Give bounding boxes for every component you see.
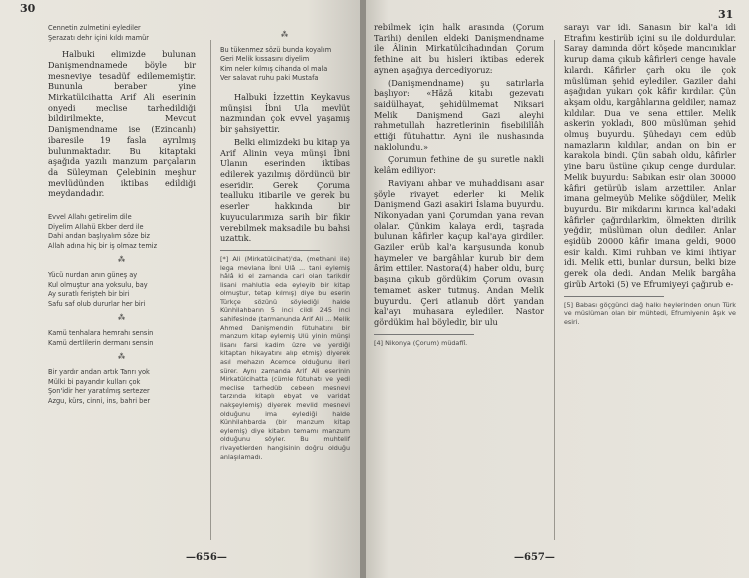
footnote-rule bbox=[220, 250, 320, 251]
footnote-rule bbox=[374, 334, 474, 335]
page-number-right: 31 bbox=[718, 8, 734, 21]
body-paragraph: sarayı var idi. Sanasın bir kal'a idi Etrafını kestirüb içini su ile doldurdular. Saray damında dört köşede mancınıklar kurup dama çıkub kâfirleri cenge havale kılardı. Kâfirler çarh oku ile çok müslüman şehid eylediler. Gaziler dahi aşağıdan yukarı çok kâfir kırdılar. Çün akşam oldu, kargâhlarına geldiler, namaz kıldılar. Dua ve sena ettiler. Melik askerin yokladı, 800 müslüman şehid olmuş buyurdu. Şühedayı cem edüb namazların kıldılar, andan on bin er karakola bindi. Çün sabah oldu, kâfirler yine baru üstüne çıkup cenge durdular. Melik buyurdu: Sabıkan esir olan 30000 kâfiri getürüb islam arzettiler. Anlar imana gelmeyüb Melike söğdüler, Melik buyurdu. Bir mikdarını kırınca kal'adaki kâfirler çağırdılarkim, ölmekten dirilik yeğdir, müslüman olun dediler. Anlar eşidüb 20000 kâfir imana geldi, 9000 esir kaldı. Kimi ruhban ve kimi ihtiyar idi. Melik etti, bunlar dursun, belki bize gerek ola dedi. Andan Melik bargâha girüb Artoki (5) ve Efrumiyeyi çağırub e- bbox=[564, 22, 736, 289]
body-paragraph: Raviyanı ahbar ve muhaddisanı asar şöyle rivayet ederler ki Melik Danişmend Gazi asakiri İslama buyurdu. Nikonyadan yani Çorumdan yana revan olalar. Çünkim kalaya erdi, taşrada bulunan kâfirler kaçup kal'aya girdiler. Gaziler erüb kal'a karşusunda konub haymeler ve bargâhlar kurub bir dem ârim ettiler. Nastora(4) haber oldu, burç başına çıkub gördükim Çorum ovasın temamet asker tutmuş. Andan Melik buyurdu. Çeri atlanub dört yandan kal'ayı muhasara eylediler. Nastor gördükim hal böyledir, bir ulu bbox=[374, 177, 544, 327]
stanza-separator: ⁂ bbox=[118, 256, 126, 265]
stanza-separator: ⁂ bbox=[118, 314, 126, 323]
poem-stanza-2: Yücü nurdan anın güneş ay Kul olmuştur ana yoksulu, bay Ay suratlı ferişteh bir biri Safu saf olub dururlar her biri bbox=[48, 271, 148, 308]
footnote: [4] Nikonya (Çorum) müdafiî. bbox=[374, 338, 468, 347]
left-page-column-2 bbox=[220, 30, 350, 461]
stanza-separator: ⁂ bbox=[118, 353, 126, 362]
body-paragraph: Çorumun fethine de şu suretle nakli kelâm ediliyor: bbox=[374, 154, 544, 176]
footer-page-number-right: —657— bbox=[514, 552, 555, 563]
column-verse: Bu tükenmez sözü bunda koyalım Geri Melik kıssasını diyelim Kim neler kılmış cihanda ol mala Ver salavat ruhu paki Mustafa bbox=[220, 45, 332, 83]
right-page-column-1 bbox=[374, 22, 544, 347]
poem-stanza-4: Bir yardır andan artık Tanrı yok Mülki bi payandır kulları çok Şon'idir her yaratılmış sertezer Azgu, kürs, cinni, ins, bahri ber bbox=[48, 368, 151, 405]
left-page bbox=[0, 0, 362, 578]
footnote-rule bbox=[564, 296, 664, 297]
column-divider bbox=[554, 40, 555, 540]
right-page-column-2 bbox=[564, 22, 736, 326]
left-page-column-1 bbox=[48, 24, 196, 406]
body-paragraph: Halbuki İzzettin Keykavus münşisi İbni Ula mevlüt nazmından çok evvel yaşamış bir şahsiyettir. bbox=[220, 92, 350, 135]
top-verse: Cennetin zulmetini eylediler Şerazatı dehr içini kıldı mamür bbox=[48, 24, 150, 42]
column-divider bbox=[210, 40, 211, 540]
footnote: [5] Babası göçgünci dağ halkı heylerinden onun Türk ve müslüman olan bir mühtedi, Efrumiyenin âşık ve esiri. bbox=[564, 300, 736, 326]
body-paragraph: Halbuki elimizde bulunan Danişmendnamede böyle bir mesneviye tesadüf edilememiştir. Bununla beraber yine Mirkatülcihatta Arif Ali eserinin onyedi meclise tarhedildiği bildirilmekte, Mevcut Danişmendname ise (Ezincanlı) ibaresile 19 fasla ayrılmış bulunmaktadır. Bu kitaptaki aşağıda yazılı manzum parçaların da Süleyman Çelebinin meşhur mevlüdünden iktibas edildiği meydandadır. bbox=[48, 49, 196, 199]
poem-stanza-3: Kamü tenhalara hemrahı sensin Kamü dertlilerin dermanı sensin bbox=[48, 329, 154, 347]
body-paragraph: rebilmek için halk arasında (Çorum Tarihi) denilen eldeki Danişmendname ile Âlinin Mirkatülcihadından Çorum fethine ait bu hisleri iktibas ederek aynen aşağıya dercediyoruz: bbox=[374, 22, 544, 75]
body-paragraph: Belki elimizdeki bu kitap ya Arif Alinin veya münşi İbni Ulanın eserinden iktibas edilerek yazılmış dördüncü bir eseridir. Gerek Çoruma tealluku itibarile ve gerek bu eserler hakkında bir kuyucularımıza sarih bir fikir verebilmek maksadile bu bahsi uzattık. bbox=[220, 136, 350, 244]
right-page bbox=[366, 0, 749, 578]
page-number-left: 30 bbox=[20, 2, 36, 15]
stanza-separator: ⁂ bbox=[281, 31, 289, 39]
poem-stanza-1: Evvel Allahı getirelim dile Diyelim Allahü Ekber derd ile Dahi andan başlıyalım söze biz Allah adına hiç bir iş olmaz temiz bbox=[48, 213, 158, 250]
footnote: [*] Ali (Mirkatülcihat)'da, (methani ile) lega mevlana İbni Ulâ ... tani eylemiş hâlâ ki el zamanda cari olan tarikdir lisani mahlutla eda eyleyib bir kitap olmuştur, tetap kılmış) diye bu eserin Türkçe sözünü söylediği halde Künhilahbarın 5 inci cildi 245 inci sahifesinde (tarmanunda Arif Ali ... Melik Ahmed Danişmendin fütuhatını bir manzum kitap eylemiş Ulü yinin münşi lisanı farsi kadim üzre ve yerdiği kitaptan hikayatını alıp etmiş) diyerek asıl mehazın Acemce olduğunu ileri sürer. Aynı zamanda Arif Ali eserinin Mirkatülcihatta (cümle fütuhatı ve yedi meclise tarhedüb cebeen mesnevi tarzında kitaplı ebyat ve varidat nakşeylemiş) diyerek mevlid mesnevi olduğunu ima eylediği halde Künhilahbarda (bir manzum kitap eylemiş) diye kitabın temamı manzum olduğunu söyler. Bu muhtelif rivayetlerden hangisinin doğru olduğu anlaşılamadı. bbox=[220, 254, 350, 461]
footer-page-number-left: —656— bbox=[186, 552, 227, 563]
body-paragraph: (Danişmendname) şu satırlarla başlıyor: «Häzä kitabı gezevatı saidülhayat, şehidülmemat Niksari Melik Danişmend Gazi aleyhi rahmetullah hazretlerinin fisebilillâh ettiği fütuhattır. Ayni ile nushasında naklolundu.» bbox=[374, 77, 544, 152]
